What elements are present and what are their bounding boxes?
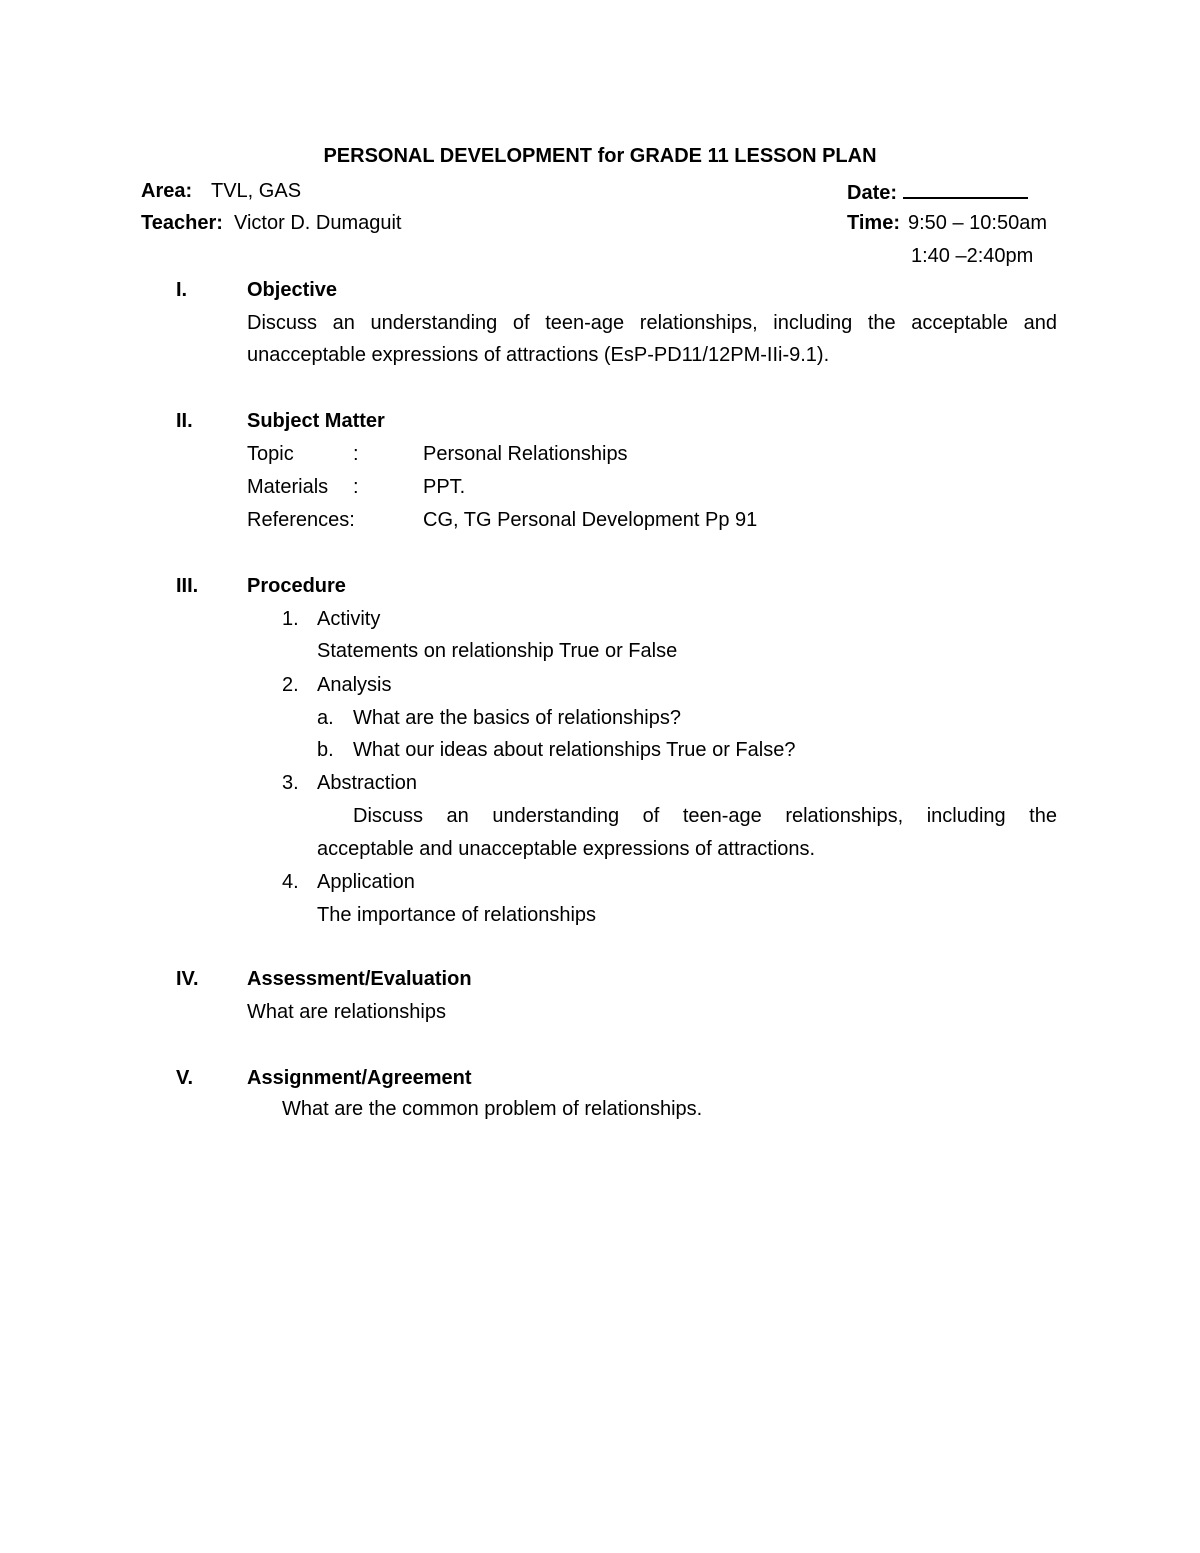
section-heading-assessment: Assessment/Evaluation [247, 968, 472, 990]
section-numeral-objective: I. [176, 279, 188, 301]
section-numeral-subject-matter: II. [176, 410, 193, 432]
time-label: Time: [847, 212, 900, 234]
section-numeral-assignment: V. [176, 1067, 194, 1089]
procedure-item-text-activity: Statements on relationship True or False [317, 640, 678, 662]
objective-text-line-1: Discuss an understanding of teen-age relationships, including the acceptable and [247, 312, 1057, 334]
section-numeral-procedure: III. [176, 575, 199, 597]
procedure-item-number: 4. [282, 871, 299, 893]
section-heading-assignment: Assignment/Agreement [247, 1067, 472, 1089]
procedure-item-number: 2. [282, 674, 299, 696]
objective-text-line-2: unacceptable expressions of attractions (EsP-PD11/12PM-IIi-9.1). [247, 344, 830, 366]
procedure-item-number: 3. [282, 772, 299, 794]
references-label: References: [247, 509, 355, 531]
page-title: PERSONAL DEVELOPMENT for GRADE 11 LESSON PLAN [323, 145, 877, 167]
topic-label: Topic [247, 443, 294, 465]
section-heading-objective: Objective [247, 279, 338, 301]
analysis-subitem-text: What are the basics of relationships? [353, 707, 681, 729]
area-value: TVL, GAS [211, 180, 302, 202]
procedure-item-label-application: Application [317, 871, 415, 893]
date-field [847, 181, 1028, 203]
analysis-subitem-letter: a. [317, 707, 334, 729]
topic-colon: : [353, 443, 359, 465]
section-heading-procedure: Procedure [247, 575, 346, 597]
time-value-morning: 9:50 – 10:50am [908, 212, 1047, 234]
assessment-text: What are relationships [247, 1001, 446, 1023]
teacher-value: Victor D. Dumaguit [234, 212, 402, 234]
abstraction-text-line-1: Discuss an understanding of teen-age relationships, including the [353, 805, 1057, 827]
procedure-item-label-activity: Activity [317, 608, 381, 630]
section-numeral-assessment: IV. [176, 968, 199, 990]
procedure-item-label-analysis: Analysis [317, 674, 392, 696]
abstraction-text-line-2: acceptable and unacceptable expressions of attractions. [317, 838, 816, 860]
analysis-subitem-letter: b. [317, 739, 334, 761]
area-label: Area: [141, 180, 193, 202]
procedure-item-number: 1. [282, 608, 299, 630]
assignment-text: What are the common problem of relationships. [282, 1098, 703, 1120]
time-value-afternoon: 1:40 –2:40pm [911, 245, 1034, 267]
procedure-item-label-abstraction: Abstraction [317, 772, 418, 794]
analysis-subitem-text: What our ideas about relationships True or False? [353, 739, 796, 761]
section-heading-subject-matter: Subject Matter [247, 410, 385, 432]
references-value: CG, TG Personal Development Pp 91 [423, 509, 758, 531]
topic-value: Personal Relationships [423, 443, 628, 465]
date-label: Date: [847, 182, 898, 204]
materials-colon: : [353, 476, 359, 498]
date-blank-line [903, 181, 1028, 199]
teacher-label: Teacher: [141, 212, 223, 234]
procedure-item-text-application: The importance of relationships [317, 904, 597, 926]
materials-value: PPT. [423, 476, 466, 498]
materials-label: Materials [247, 476, 329, 498]
